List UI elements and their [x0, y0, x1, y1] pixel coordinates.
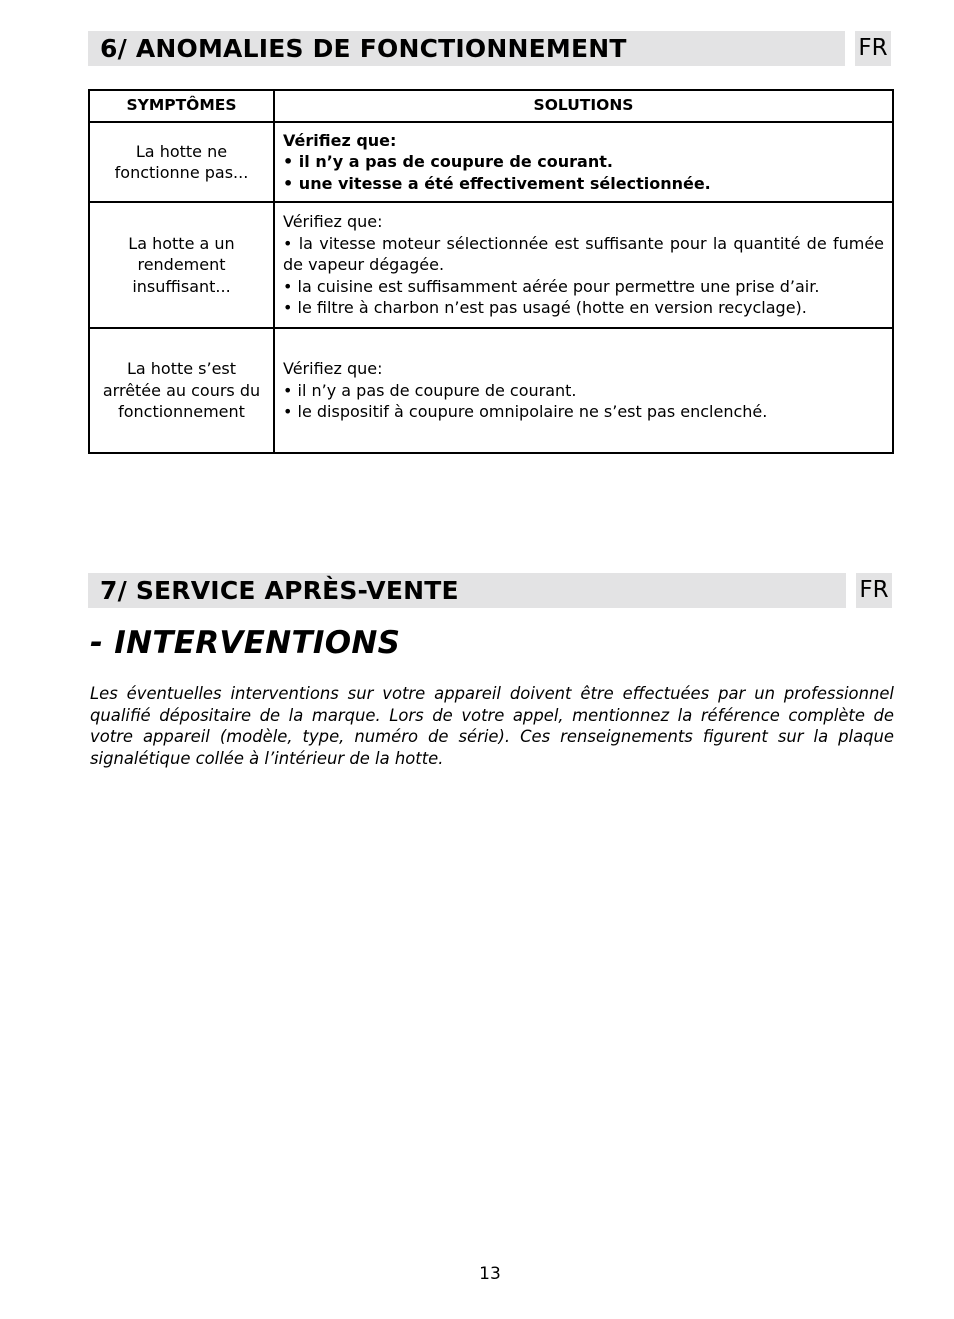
solution-cell	[274, 122, 893, 202]
solution-item: • il n’y a pas de coupure de courant.	[283, 380, 577, 400]
section-7-title: 7/ SERVICE APRÈS-VENTE	[88, 573, 846, 608]
solution-item: • le dispositif à coupure omnipolaire ne s’est pas enclenché.	[283, 402, 768, 422]
solution-item: • la vitesse moteur sélectionnée est suffisante pour la quantité de fumée de vapeur dégagée.	[283, 233, 884, 275]
solution-item: • il n’y a pas de coupure de courant.	[283, 152, 613, 172]
section-6-title: 6/ ANOMALIES DE FONCTIONNEMENT	[88, 31, 845, 66]
table-row	[89, 328, 893, 453]
header-symptoms: SYMPTÔMES	[89, 90, 274, 122]
symptom-cell: La hotte a un rendement insuffisant...	[89, 202, 274, 328]
solution-item: • une vitesse a été effectivement sélectionnée.	[283, 173, 711, 193]
header-solutions: SOLUTIONS	[274, 90, 893, 122]
solution-cell	[274, 328, 893, 453]
language-badge-section-7: FR	[856, 573, 892, 608]
language-badge-section-6: FR	[855, 31, 891, 66]
table-row	[89, 202, 893, 328]
table-row	[89, 122, 893, 202]
solution-intro: Vérifiez que:	[283, 212, 383, 232]
solution-intro: Vérifiez que:	[283, 359, 383, 379]
table-header-row	[89, 90, 893, 122]
solution-item: • le filtre à charbon n’est pas usagé (hotte en version recyclage).	[283, 298, 807, 318]
solution-intro: Vérifiez que:	[283, 130, 397, 150]
solution-item: • la cuisine est suffisamment aérée pour permettre une prise d’air.	[283, 276, 820, 296]
troubleshooting-table	[88, 89, 894, 454]
symptom-cell: La hotte s’est arrêtée au cours du fonctionnement	[89, 328, 274, 453]
symptom-cell: La hotte ne fonctionne pas...	[89, 122, 274, 202]
interventions-paragraph: Les éventuelles interventions sur votre appareil doivent être effectuées par un professionnel qualifié dépositaire de la marque. Lors de votre appel, mentionnez la référence complète de votre appareil (modèle, type, numéro de série). Ces renseignements figurent sur la plaque signalétique collée à l’intérieur de la hotte.	[90, 684, 894, 768]
page-number: 13	[479, 1264, 501, 1284]
interventions-heading: - INTERVENTIONS	[90, 625, 401, 661]
solution-cell	[274, 202, 893, 328]
